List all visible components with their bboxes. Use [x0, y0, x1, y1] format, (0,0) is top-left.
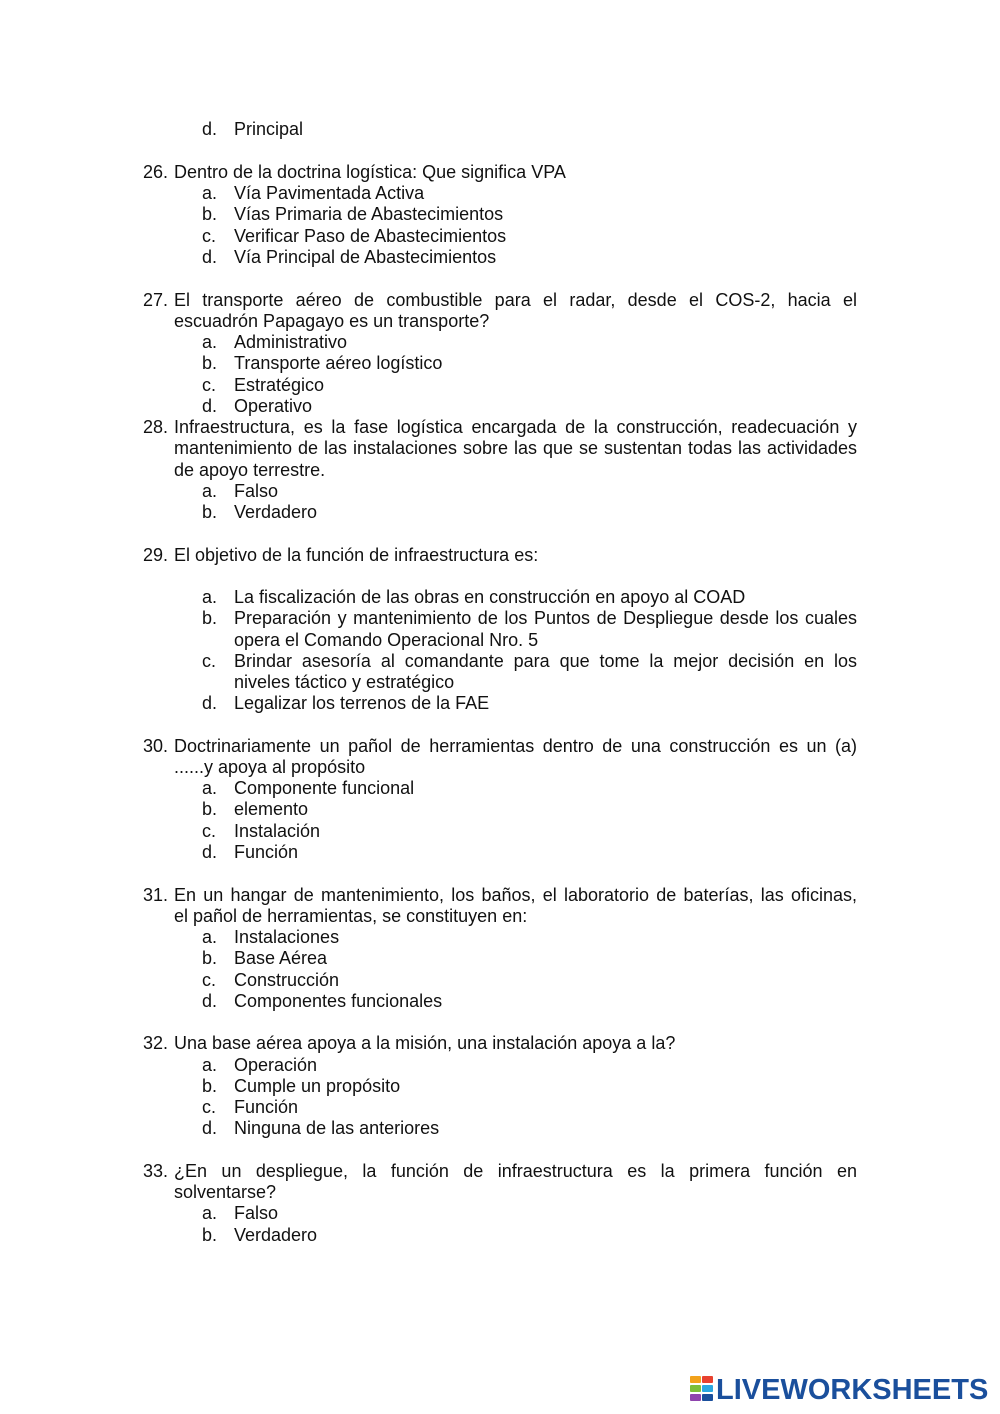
option-letter: b. [202, 608, 218, 628]
option-text: Brindar asesoría al comandante para que tome la mejor decisión en los [234, 651, 857, 671]
question-number: 33. [143, 1161, 169, 1181]
question-text: Una base aérea apoya a la misión, una instalación apoya a la? [174, 1033, 676, 1053]
question-number: 29. [143, 545, 169, 565]
option-text: Verdadero [234, 1225, 318, 1245]
question-text-line: En un hangar de mantenimiento, los baños, el laboratorio de baterías, las oficinas, [174, 885, 857, 905]
option-text: Preparación y mantenimiento de los Puntos de Despliegue desde los cuales [234, 608, 857, 628]
logo-mark-icon [690, 1375, 714, 1405]
option-letter: b. [202, 1076, 218, 1096]
option-letter: d. [202, 991, 218, 1011]
option-text: Construcción [234, 970, 340, 990]
option-letter: a. [202, 927, 218, 947]
option-text: Cumple un propósito [234, 1076, 401, 1096]
option-letter: d. [202, 693, 218, 713]
option-letter: b. [202, 948, 218, 968]
option-letter: a. [202, 332, 218, 352]
question-number: 27. [143, 290, 169, 310]
question-text-line: solventarse? [174, 1182, 277, 1202]
question-text-line: ¿En un despliegue, la función de infraestructura es la primera función en [174, 1161, 857, 1181]
option-text: Vía Principal de Abastecimientos [234, 247, 497, 267]
option-letter: a. [202, 778, 218, 798]
option-text: Componentes funcionales [234, 991, 443, 1011]
option-letter: b. [202, 1225, 218, 1245]
option-letter: d. [202, 247, 218, 267]
logo-text: LIVEWORKSHEETS [716, 1373, 989, 1406]
question-number: 32. [143, 1033, 169, 1053]
option-letter: c. [202, 970, 217, 990]
option-text: Componente funcional [234, 778, 415, 798]
question-text-line: de apoyo terrestre. [174, 460, 326, 480]
option-text: niveles táctico y estratégico [234, 672, 455, 692]
option-text: Operativo [234, 396, 313, 416]
question-text-line: escuadrón Papagayo es un transporte? [174, 311, 490, 331]
option-text: opera el Comando Operacional Nro. 5 [234, 630, 539, 650]
option-text: Vías Primaria de Abastecimientos [234, 204, 504, 224]
option-text: Verificar Paso de Abastecimientos [234, 226, 507, 246]
option-letter: c. [202, 651, 217, 671]
question-number: 26. [143, 162, 169, 182]
option-letter: d. [202, 396, 218, 416]
option-text: Función [234, 1097, 299, 1117]
question-text-line: ......y apoya al propósito [174, 757, 366, 777]
question-number: 31. [143, 885, 169, 905]
question-text: El objetivo de la función de infraestructura es: [174, 545, 539, 565]
liveworksheets-logo [690, 1373, 990, 1407]
option-letter: b. [202, 799, 218, 819]
option-text: elemento [234, 799, 309, 819]
option-text: Principal [234, 119, 304, 139]
option-letter: b. [202, 353, 218, 373]
option-text: Base Aérea [234, 948, 328, 968]
option-text: Administrativo [234, 332, 348, 352]
option-text: Instalaciones [234, 927, 340, 947]
option-letter: a. [202, 1203, 218, 1223]
question-number: 28. [143, 417, 169, 437]
question-text-line: mantenimiento de las instalaciones sobre las que se sustentan todas las actividades [174, 438, 857, 458]
option-text: Falso [234, 1203, 279, 1223]
option-letter: c. [202, 821, 217, 841]
question-text-line: Infraestructura, es la fase logística encargada de la construcción, readecuación y [174, 417, 857, 437]
option-text: Falso [234, 481, 279, 501]
option-letter: a. [202, 481, 218, 501]
question-text-line: Doctrinariamente un pañol de herramientas dentro de una construcción es un (a) [174, 736, 857, 756]
option-letter: a. [202, 1055, 218, 1075]
option-text: La fiscalización de las obras en construcción en apoyo al COAD [234, 587, 746, 607]
option-text: Operación [234, 1055, 318, 1075]
option-letter: d. [202, 1118, 218, 1138]
option-text: Vía Pavimentada Activa [234, 183, 425, 203]
question-number: 30. [143, 736, 169, 756]
option-text: Ninguna de las anteriores [234, 1118, 440, 1138]
option-letter: c. [202, 226, 217, 246]
option-letter: d. [202, 119, 218, 139]
option-letter: b. [202, 502, 218, 522]
option-letter: c. [202, 375, 217, 395]
option-letter: b. [202, 204, 218, 224]
option-letter: d. [202, 842, 218, 862]
question-text-line: El transporte aéreo de combustible para el radar, desde el COS-2, hacia el [174, 290, 857, 310]
question-text: Dentro de la doctrina logística: Que significa VPA [174, 162, 566, 182]
option-letter: a. [202, 587, 218, 607]
option-letter: c. [202, 1097, 217, 1117]
question-text-line: el pañol de herramientas, se constituyen en: [174, 906, 528, 926]
option-letter: a. [202, 183, 218, 203]
option-text: Función [234, 842, 299, 862]
option-text: Instalación [234, 821, 321, 841]
option-text: Verdadero [234, 502, 318, 522]
option-text: Legalizar los terrenos de la FAE [234, 693, 490, 713]
option-text: Transporte aéreo logístico [234, 353, 443, 373]
option-text: Estratégico [234, 375, 325, 395]
